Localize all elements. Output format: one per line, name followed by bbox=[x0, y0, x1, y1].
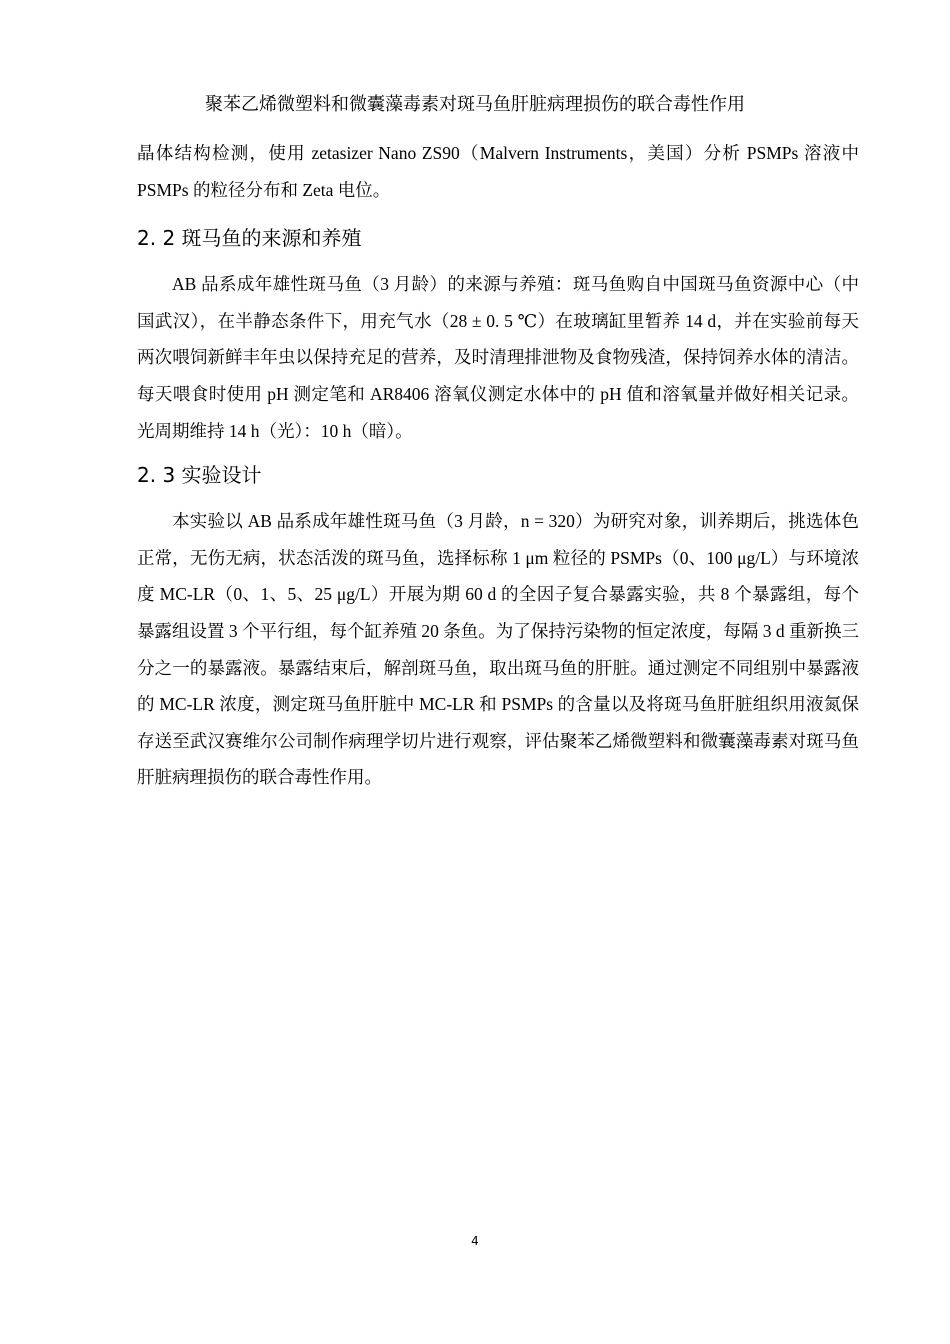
running-header: 聚苯乙烯微塑料和微囊藻毒素对斑马鱼肝脏病理损伤的联合毒性作用 bbox=[205, 94, 745, 115]
section-heading-2-3: 2. 3 实验设计 bbox=[137, 463, 262, 488]
paragraph-continued: 晶体结构检测，使用 zetasizer Nano ZS90（Malvern Instruments，美国）分析 PSMPs 溶液中 PSMPs 的粒径分布和 Zeta 电位。 bbox=[137, 143, 859, 200]
section-heading-2-2: 2. 2 斑马鱼的来源和养殖 bbox=[137, 226, 362, 251]
paragraph-zebrafish-source: AB 品系成年雄性斑马鱼（3 月龄）的来源与养殖：斑马鱼购自中国斑马鱼资源中心（中国武汉），在半静态条件下，用充气水（28 ± 0. 5 ℃）在玻璃缸里暂养 14 d，并在实验前每天两次喂饲新鲜丰年虫以保持充足的营养，及时清理排泄物及食物残渣，保持饲养水体的清洁。每天喂食时使用 pH 测定笔和 AR8406 溶氧仪测定水体中的 pH 值和溶氧量并做好相关记录。光周期维持 14 h（光）：10 h（暗）。 bbox=[137, 274, 859, 441]
main-content bbox=[137, 135, 859, 796]
paragraph-experiment-design: 本实验以 AB 品系成年雄性斑马鱼（3 月龄，n = 320）为研究对象，训养期后，挑选体色正常，无伤无病，状态活泼的斑马鱼，选择标称 1 μm 粒径的 PSMPs（0、100 μg/L）与环境浓度 MC-LR（0、1、5、25 μg/L）开展为期 60 d 的全因子复合暴露实验，共 8 个暴露组，每个暴露组设置 3 个平行组，每个缸养殖 20 条鱼。为了保持污染物的恒定浓度，每隔 3 d 重新换三分之一的暴露液。暴露结束后，解剖斑马鱼，取出斑马鱼的肝脏。通过测定不同组别中暴露液的 MC-LR 浓度，测定斑马鱼肝脏中 MC-LR 和 PSMPs 的含量以及将斑马鱼肝脏组织用液氮保存送至武汉赛维尔公司制作病理学切片进行观察，评估聚苯乙烯微塑料和微囊藻毒素对斑马鱼肝脏病理损伤的联合毒性作用。 bbox=[137, 511, 859, 788]
page-number: 4 bbox=[471, 1234, 479, 1248]
